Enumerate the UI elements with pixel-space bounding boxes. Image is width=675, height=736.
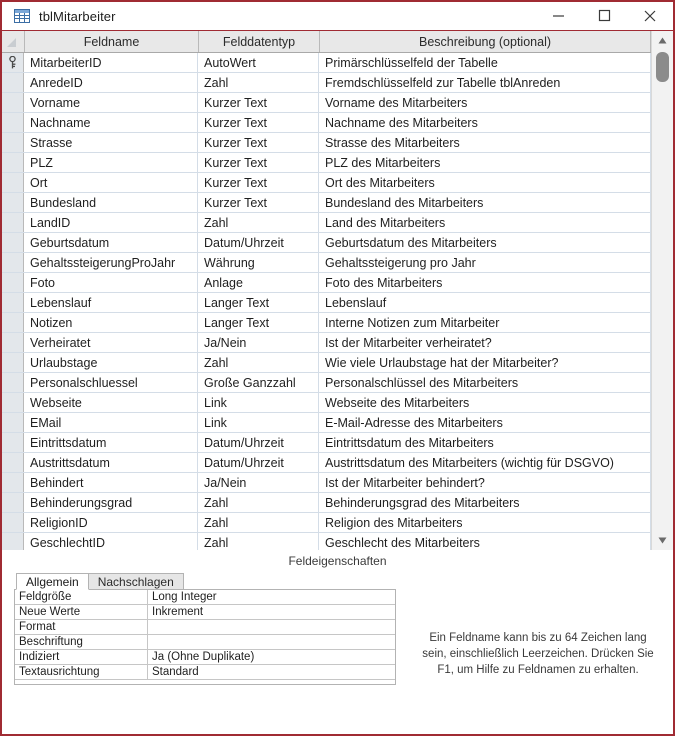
cell-description[interactable]: Interne Notizen zum Mitarbeiter	[319, 313, 651, 332]
maximize-button[interactable]	[581, 2, 627, 29]
property-label: Neue Werte	[15, 605, 148, 619]
table-row[interactable]	[2, 233, 651, 253]
cell-fieldname[interactable]: Ort	[24, 173, 198, 192]
help-text: Ein Feldname kann bis zu 64 Zeichen lang sein, einschließlich Leerzeichen. Drücken Sie F1, um Hilfe zu Feldnamen zu erhalten.	[422, 632, 654, 676]
property-label: Feldgröße	[15, 590, 148, 604]
cell-fieldname[interactable]: Geburtsdatum	[24, 233, 198, 252]
cell-description[interactable]: Eintrittsdatum des Mitarbeiters	[319, 433, 651, 452]
table-row[interactable]	[2, 333, 651, 353]
cell-datatype[interactable]: Zahl	[198, 353, 319, 372]
scroll-up-arrow-icon[interactable]	[652, 31, 673, 50]
cell-description[interactable]: Ist der Mitarbeiter behindert?	[319, 473, 651, 492]
cell-fieldname[interactable]: LandID	[24, 213, 198, 232]
cell-datatype[interactable]: Ja/Nein	[198, 333, 319, 352]
table-grid-icon	[14, 9, 30, 23]
cell-description[interactable]: Austrittsdatum des Mitarbeiters (wichtig für DSGVO)	[319, 453, 651, 472]
key-icon	[8, 56, 17, 69]
row-selector[interactable]	[2, 353, 24, 372]
table-row[interactable]	[2, 93, 651, 113]
row-selector[interactable]	[2, 133, 24, 152]
property-value[interactable]: Standard	[152, 666, 199, 678]
table-row[interactable]	[2, 133, 651, 153]
minimize-button[interactable]	[535, 2, 581, 29]
property-value[interactable]	[148, 635, 395, 649]
row-selector[interactable]	[2, 393, 24, 412]
cell-datatype[interactable]: Kurzer Text	[198, 193, 319, 212]
table-row[interactable]	[2, 413, 651, 433]
row-selector[interactable]	[2, 413, 24, 432]
property-value[interactable]: Inkrement	[152, 606, 204, 618]
row-selector[interactable]	[2, 333, 24, 352]
row-selector[interactable]	[2, 153, 24, 172]
cell-datatype[interactable]: Zahl	[198, 513, 319, 532]
cell-fieldname[interactable]: Urlaubstage	[24, 353, 198, 372]
table-row[interactable]	[2, 313, 651, 333]
cell-description[interactable]: Bundesland des Mitarbeiters	[319, 193, 651, 212]
cell-fieldname[interactable]: Verheiratet	[24, 333, 198, 352]
row-selector[interactable]	[2, 313, 24, 332]
column-header-fieldname[interactable]: Feldname	[25, 31, 199, 52]
table-row[interactable]	[2, 533, 651, 550]
corner-triangle-icon	[7, 38, 16, 47]
property-label: Indiziert	[15, 650, 148, 664]
field-grid-area	[2, 31, 673, 550]
tab-nachschlagen[interactable]: Nachschlagen	[88, 573, 184, 590]
property-row[interactable]	[15, 665, 395, 680]
row-selector[interactable]	[2, 373, 24, 392]
field-properties-grid	[14, 589, 396, 685]
table-row[interactable]	[2, 213, 651, 233]
table-row[interactable]	[2, 513, 651, 533]
cell-description[interactable]: Strasse des Mitarbeiters	[319, 133, 651, 152]
table-row[interactable]	[2, 433, 651, 453]
scroll-down-arrow-icon[interactable]	[652, 531, 673, 550]
cell-description[interactable]: Ort des Mitarbeiters	[319, 173, 651, 192]
cell-description[interactable]: E-Mail-Adresse des Mitarbeiters	[319, 413, 651, 432]
property-label: Textausrichtung	[15, 665, 148, 679]
row-selector[interactable]	[2, 213, 24, 232]
close-button[interactable]	[627, 2, 673, 29]
row-selector[interactable]	[2, 433, 24, 452]
cell-datatype[interactable]: Zahl	[198, 73, 319, 92]
cell-datatype[interactable]: Große Ganzzahl	[198, 373, 319, 392]
cell-fieldname[interactable]: Strasse	[24, 133, 198, 152]
field-properties-panel	[2, 572, 673, 734]
cell-datatype[interactable]: Zahl	[198, 493, 319, 512]
cell-datatype[interactable]: Datum/Uhrzeit	[198, 233, 319, 252]
row-selector[interactable]	[2, 73, 24, 92]
property-row[interactable]	[15, 620, 395, 635]
cell-description[interactable]: Nachname des Mitarbeiters	[319, 113, 651, 132]
table-row[interactable]	[2, 253, 651, 273]
tab-allgemein[interactable]: Allgemein	[16, 573, 89, 590]
grid-vertical-scrollbar[interactable]	[651, 31, 673, 550]
field-properties-title: Feldeigenschaften	[2, 550, 673, 572]
row-selector[interactable]	[2, 513, 24, 532]
cell-fieldname[interactable]: MitarbeiterID	[24, 53, 198, 72]
cell-datatype[interactable]: Kurzer Text	[198, 173, 319, 192]
cell-description[interactable]: Wie viele Urlaubstage hat der Mitarbeiter?	[319, 353, 651, 372]
scrollbar-track[interactable]	[652, 50, 673, 550]
cell-fieldname[interactable]: PLZ	[24, 153, 198, 172]
select-all-corner[interactable]	[2, 31, 25, 52]
property-row[interactable]	[15, 635, 395, 650]
cell-datatype[interactable]: Kurzer Text	[198, 113, 319, 132]
cell-fieldname[interactable]: Vorname	[24, 93, 198, 112]
row-selector[interactable]	[2, 233, 24, 252]
cell-fieldname[interactable]: AnredeID	[24, 73, 198, 92]
cell-description[interactable]: Vorname des Mitarbeiters	[319, 93, 651, 112]
cell-datatype[interactable]: Kurzer Text	[198, 153, 319, 172]
cell-description[interactable]: Lebenslauf	[319, 293, 651, 312]
table-row[interactable]	[2, 493, 651, 513]
cell-fieldname[interactable]: Eintrittsdatum	[24, 433, 198, 452]
cell-datatype[interactable]: Datum/Uhrzeit	[198, 453, 319, 472]
cell-fieldname[interactable]: Notizen	[24, 313, 198, 332]
table-row[interactable]	[2, 293, 651, 313]
row-selector[interactable]	[2, 113, 24, 132]
cell-description[interactable]: Geschlecht des Mitarbeiters	[319, 533, 651, 550]
property-row[interactable]	[15, 605, 395, 620]
cell-description[interactable]: Gehaltssteigerung pro Jahr	[319, 253, 651, 272]
table-row[interactable]	[2, 373, 651, 393]
table-row[interactable]	[2, 153, 651, 173]
cell-fieldname[interactable]: GehaltssteigerungProJahr	[24, 253, 198, 272]
cell-description[interactable]: Geburtsdatum des Mitarbeiters	[319, 233, 651, 252]
property-value[interactable]: Ja (Ohne Duplikate)	[152, 651, 255, 663]
cell-datatype[interactable]: Anlage	[198, 273, 319, 292]
cell-description[interactable]: PLZ des Mitarbeiters	[319, 153, 651, 172]
table-row[interactable]	[2, 53, 651, 73]
cell-description[interactable]: Primärschlüsselfeld der Tabelle	[319, 53, 651, 72]
cell-fieldname[interactable]: Nachname	[24, 113, 198, 132]
cell-description[interactable]: Foto des Mitarbeiters	[319, 273, 651, 292]
cell-fieldname[interactable]: Lebenslauf	[24, 293, 198, 312]
cell-datatype[interactable]: Datum/Uhrzeit	[198, 433, 319, 452]
column-header-description[interactable]: Beschreibung (optional)	[320, 31, 651, 52]
cell-datatype[interactable]: Zahl	[198, 213, 319, 232]
row-selector[interactable]	[2, 293, 24, 312]
row-selector[interactable]	[2, 453, 24, 472]
property-label: Format	[15, 620, 148, 634]
table-row[interactable]	[2, 193, 651, 213]
cell-fieldname[interactable]: Behinderungsgrad	[24, 493, 198, 512]
row-selector[interactable]	[2, 273, 24, 292]
row-selector[interactable]	[2, 193, 24, 212]
row-selector[interactable]	[2, 473, 24, 492]
property-label: Beschriftung	[15, 635, 148, 649]
table-row[interactable]	[2, 473, 651, 493]
row-selector[interactable]	[2, 173, 24, 192]
property-value[interactable]	[148, 620, 395, 634]
window-controls	[535, 2, 673, 29]
property-row[interactable]	[15, 590, 395, 605]
cell-description[interactable]: Personalschlüssel des Mitarbeiters	[319, 373, 651, 392]
table-row[interactable]	[2, 393, 651, 413]
table-row[interactable]	[2, 353, 651, 373]
cell-description[interactable]: Behinderungsgrad des Mitarbeiters	[319, 493, 651, 512]
cell-datatype[interactable]: Währung	[198, 253, 319, 272]
cell-fieldname[interactable]: Austrittsdatum	[24, 453, 198, 472]
column-header-datatype[interactable]: Felddatentyp	[199, 31, 320, 52]
cell-fieldname[interactable]: Webseite	[24, 393, 198, 412]
table-row[interactable]	[2, 453, 651, 473]
field-properties-tabs	[14, 572, 673, 590]
cell-datatype[interactable]: Ja/Nein	[198, 473, 319, 492]
grid-header-row	[2, 31, 651, 53]
row-selector-primary-key[interactable]	[2, 53, 24, 72]
row-selector[interactable]	[2, 93, 24, 112]
cell-datatype[interactable]: Kurzer Text	[198, 93, 319, 112]
property-value[interactable]: Long Integer	[152, 591, 217, 603]
scrollbar-thumb[interactable]	[656, 52, 669, 82]
row-selector[interactable]	[2, 253, 24, 272]
cell-fieldname[interactable]: ReligionID	[24, 513, 198, 532]
cell-description[interactable]: Ist der Mitarbeiter verheiratet?	[319, 333, 651, 352]
cell-datatype[interactable]: Langer Text	[198, 313, 319, 332]
cell-fieldname[interactable]: GeschlechtID	[24, 533, 198, 550]
cell-datatype[interactable]: Link	[198, 393, 319, 412]
cell-fieldname[interactable]: EMail	[24, 413, 198, 432]
row-selector[interactable]	[2, 493, 24, 512]
cell-description[interactable]: Webseite des Mitarbeiters	[319, 393, 651, 412]
grid-rows	[2, 53, 651, 550]
window-title: tblMitarbeiter	[39, 8, 116, 24]
cell-datatype[interactable]: Langer Text	[198, 293, 319, 312]
property-row[interactable]	[15, 650, 395, 665]
cell-fieldname[interactable]: Bundesland	[24, 193, 198, 212]
table-row[interactable]	[2, 73, 651, 93]
cell-datatype[interactable]: Zahl	[198, 533, 319, 550]
cell-fieldname[interactable]: Foto	[24, 273, 198, 292]
table-row[interactable]	[2, 273, 651, 293]
title-bar	[2, 2, 673, 31]
cell-fieldname[interactable]: Behindert	[24, 473, 198, 492]
table-row[interactable]	[2, 173, 651, 193]
row-selector[interactable]	[2, 533, 24, 550]
cell-description[interactable]: Fremdschlüsselfeld zur Tabelle tblAnreden	[319, 73, 651, 92]
table-row[interactable]	[2, 113, 651, 133]
cell-fieldname[interactable]: Personalschluessel	[24, 373, 198, 392]
cell-datatype[interactable]: Kurzer Text	[198, 133, 319, 152]
cell-description[interactable]: Land des Mitarbeiters	[319, 213, 651, 232]
cell-datatype[interactable]: Link	[198, 413, 319, 432]
cell-description[interactable]: Religion des Mitarbeiters	[319, 513, 651, 532]
cell-datatype[interactable]: AutoWert	[198, 53, 319, 72]
field-grid	[2, 31, 651, 550]
